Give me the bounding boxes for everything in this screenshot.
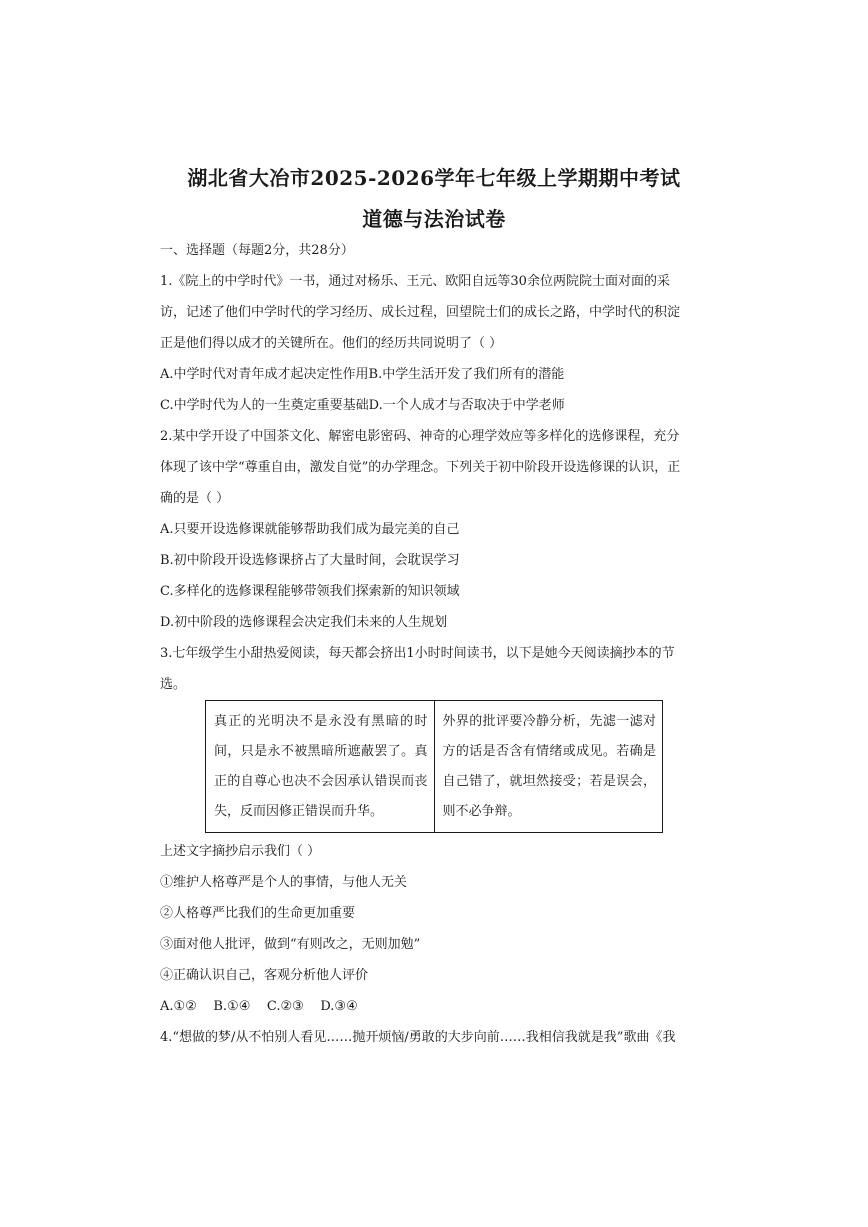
q3-statement-4: ④正确认识自己，客观分析他人评价 xyxy=(160,968,369,983)
q3-options: A.①② B.①④ C.②③ D.③④ xyxy=(160,999,358,1014)
exam-subject: 道德与法治试卷 xyxy=(362,207,506,231)
q2-stem-line-3: 确的是（ ） xyxy=(160,491,230,506)
q1-stem-line-1: 1.《院上的中学时代》一书，通过对杨乐、王元、欧阳自远等30余位两院院士面对面的采 xyxy=(160,274,670,289)
q3-statement-1: ①维护人格尊严是个人的事情，与他人无关 xyxy=(160,875,408,890)
q2-option-a: A.只要开设选修课就能够帮助我们成为最完美的自己 xyxy=(160,522,460,537)
q3-excerpt-table xyxy=(205,700,663,833)
q2-option-b: B.初中阶段开设选修课挤占了大量时间，会耽误学习 xyxy=(160,553,460,568)
q1-stem-line-3: 正是他们得以成才的关键所在。他们的经历共同说明了（ ） xyxy=(160,336,503,351)
q2-option-c: C.多样化的选修课程能够带领我们探索新的知识领域 xyxy=(160,584,460,599)
q2-option-d: D.初中阶段的选修课程会决定我们未来的人生规划 xyxy=(160,615,448,630)
q3-prompt: 上述文字摘抄启示我们（ ） xyxy=(160,844,321,859)
q3-stem-line-2: 选。 xyxy=(160,677,187,692)
q1-options-line-1: A.中学时代对青年成才起决定性作用B.中学生活开发了我们所有的潜能 xyxy=(160,367,565,382)
q2-stem-line-1: 2.某中学开设了中国茶文化、解密电影密码、神奇的心理学效应等多样化的选修课程，充分 xyxy=(160,429,680,444)
q3-stem-line-1: 3.七年级学生小甜热爱阅读，每天都会挤出1小时时间读书，以下是她今天阅读摘抄本的节 xyxy=(160,646,675,661)
q4-stem-line-1: 4.“想做的梦/从不怕别人看见……抛开烦恼/勇敢的大步向前……我相信我就是我”歌曲《我 xyxy=(160,1030,676,1045)
q1-options-line-2: C.中学时代为人的一生奠定重要基础D.一个人成才与否取决于中学老师 xyxy=(160,398,565,413)
q1-stem-line-2: 访，记述了他们中学时代的学习经历、成长过程，回望院士们的成长之路，中学时代的积淀 xyxy=(160,305,681,320)
exam-title: 湖北省大冶市2025-2026学年七年级上学期期中考试 xyxy=(187,166,681,190)
q2-stem-line-2: 体现了该中学“尊重自由，激发自觉”的办学理念。下列关于初中阶段开设选修课的认识，正 xyxy=(160,460,681,475)
excerpt-left-cell: 真正的光明决不是永没有黑暗的时间，只是永不被黑暗所遮蔽罢了。真正的自尊心也决不会因承认错误而丧失，反而因修正错误而升华。 xyxy=(206,701,435,833)
section-header: 一、选择题（每题2分，共28分） xyxy=(160,243,354,258)
q3-statement-2: ②人格尊严比我们的生命更加重要 xyxy=(160,906,356,921)
q3-statement-3: ③面对他人批评，做到“有则改之，无则加勉” xyxy=(160,937,421,952)
excerpt-right-cell: 外界的批评要冷静分析，先滤一滤对方的话是否含有情绪或成见。若确是自己错了，就坦然接受；若是误会，则不必争辩。 xyxy=(434,701,663,833)
